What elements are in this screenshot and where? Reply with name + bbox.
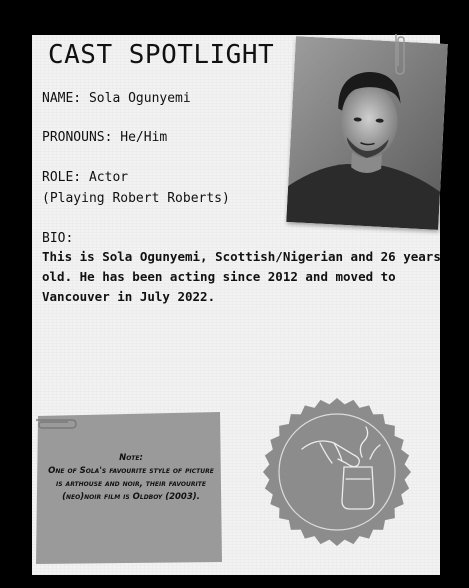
pronouns-field: PRONOUNS: He/Him bbox=[42, 130, 168, 145]
name-field: NAME: Sola Ogunyemi bbox=[42, 91, 191, 106]
note-text bbox=[46, 452, 216, 504]
bio-label: BIO: bbox=[42, 231, 74, 246]
hand-holding-glass-seal-icon bbox=[262, 397, 412, 547]
note-title: Note: bbox=[119, 453, 143, 463]
bio-text: This is Sola Ogunyemi, Scottish/Nigerian and 26 years old. He has been acting since 2012 and moved to Vancouver in July 2022. bbox=[42, 249, 441, 304]
page-title: CAST SPOTLIGHT bbox=[48, 40, 275, 70]
role-field: ROLE: Actor bbox=[42, 170, 129, 185]
role-detail: (Playing Robert Roberts) bbox=[42, 191, 230, 206]
paperclip-icon bbox=[392, 32, 406, 76]
headshot-icon bbox=[286, 36, 448, 230]
paperclip-icon bbox=[34, 414, 78, 432]
note-body: One of Sola's favourite style of picture is arthouse and noir, their favourite (neo)noir film is Oldboy (2003). bbox=[48, 466, 214, 502]
headshot-photo bbox=[286, 36, 448, 230]
